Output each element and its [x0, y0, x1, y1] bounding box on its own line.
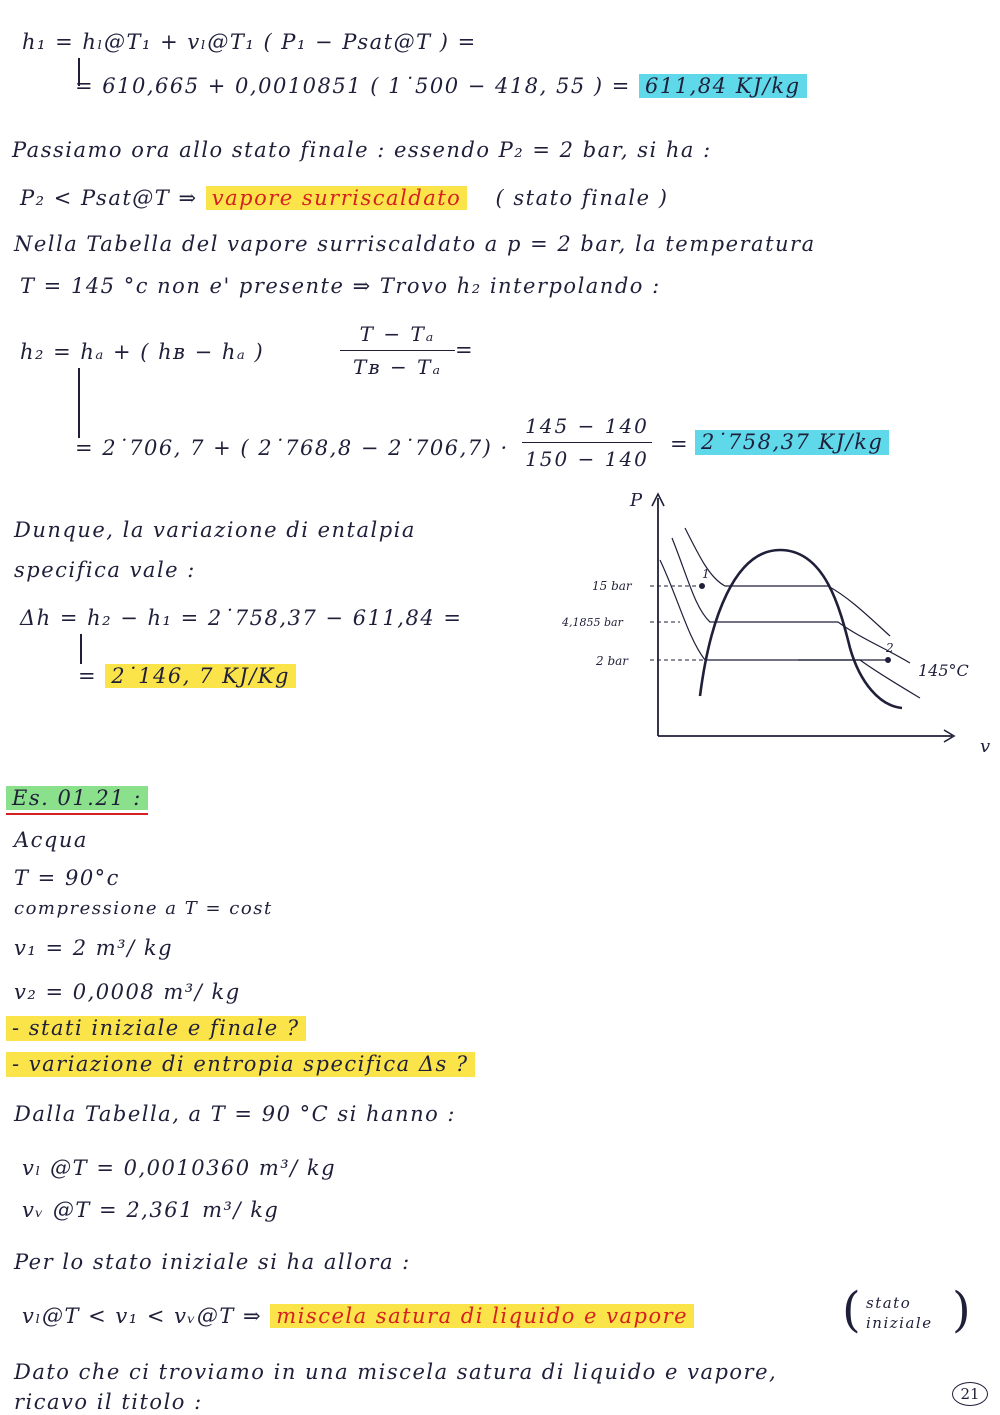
- process: compressione a T = cost: [14, 898, 273, 919]
- conclusion-2: ricavo il titolo :: [14, 1390, 203, 1414]
- interp-equals: =: [455, 338, 475, 362]
- interp-equals-2: =: [670, 432, 690, 456]
- delta-h-result-line: = 2˙146, 7 KJ/Kg: [78, 664, 296, 689]
- h1-result: 611,84 KJ/kg: [639, 74, 807, 98]
- p2-state-note: ( stato finale ): [495, 186, 669, 210]
- p-axis-label: P: [630, 490, 643, 511]
- table-intro: Dalla Tabella, a T = 90 °C si hanno :: [14, 1102, 457, 1126]
- table-note-2: T = 145 °c non e' presente ⇒ Trovo h₂ interpolando :: [20, 274, 661, 298]
- p2-state: vapore surriscaldato: [206, 186, 468, 210]
- isotherm-low: [660, 560, 920, 698]
- h2-result: 2˙758,37 KJ/kg: [695, 430, 889, 455]
- question-2: - variazione di entropia specifica Δs ?: [6, 1052, 475, 1077]
- vl-value: vₗ @T = 0,0010360 m³/ kg: [22, 1156, 337, 1180]
- fluid: Acqua: [14, 828, 88, 852]
- label-mid: 4,1855 bar: [562, 616, 623, 629]
- v-axis-label: v: [980, 736, 990, 757]
- isotherm-mid: [672, 538, 910, 663]
- interp-denominator: Tʙ − Tₐ: [353, 355, 442, 379]
- final-state-intro: Passiamo ora allo stato finale : essendo P₂ = 2 bar, si ha :: [12, 138, 712, 162]
- point-2-label: 2: [886, 641, 894, 655]
- label-15bar: 15 bar: [592, 579, 632, 593]
- pv-diagram: [560, 488, 990, 758]
- label-2bar: 2 bar: [596, 654, 629, 668]
- interp-lhs: h₂ = hₐ + ( hʙ − hₐ ): [20, 340, 265, 364]
- initial-state: miscela satura di liquido e vapore: [270, 1304, 694, 1328]
- interp-line2: = 2˙706, 7 + ( 2˙768,8 − 2˙706,7) ·: [75, 436, 509, 460]
- p2-condition: P₂ < Psat@T ⇒: [20, 186, 198, 210]
- p2-condition-line: [20, 186, 668, 211]
- h1-substitution: [75, 74, 807, 99]
- interp-fraction: [340, 322, 455, 379]
- point-1-marker: [699, 583, 705, 589]
- interp-fraction-2: [522, 414, 652, 471]
- initial-intro: Per lo stato iniziale si ha allora :: [14, 1250, 411, 1274]
- h1-formula: h₁ = hₗ@T₁ + vₗ@T₁ ( P₁ − Psat@T ) =: [22, 30, 477, 54]
- interp-denominator-2: 150 − 140: [525, 447, 649, 471]
- interp-numerator: T − Tₐ: [359, 322, 436, 346]
- vv-value: vᵥ @T = 2,361 m³/ kg: [22, 1198, 280, 1222]
- interp-numerator-2: 145 − 140: [525, 414, 649, 438]
- exercise-title: Es. 01.21 :: [6, 786, 148, 810]
- exercise-title-wrap: [6, 786, 148, 815]
- v1: v₁ = 2 m³/ kg: [14, 936, 174, 960]
- initial-condition-line: [22, 1304, 694, 1329]
- initial-note-1: stato: [866, 1294, 912, 1312]
- table-note-1: Nella Tabella del vapore surriscaldato a p = 2 bar, la temperatura: [14, 232, 816, 256]
- h1-substitution-text: = 610,665 + 0,0010851 ( 1˙500 − 418, 55 ) =: [75, 74, 631, 98]
- conclusion-1: Dato che ci troviamo in una miscela satura di liquido e vapore,: [14, 1360, 778, 1384]
- delta-h-bar: [80, 634, 82, 664]
- page-number: 21: [952, 1382, 988, 1406]
- initial-condition: vₗ@T < v₁ < vᵥ@T ⇒: [22, 1304, 263, 1328]
- question-1: - stati iniziale e finale ?: [6, 1016, 306, 1041]
- initial-note-2: iniziale: [866, 1314, 933, 1332]
- interp-bar: [78, 368, 80, 438]
- saturation-dome: [700, 550, 902, 708]
- temp-label: 145°C: [918, 661, 969, 680]
- temperature: T = 90°c: [14, 866, 120, 890]
- point-2-marker: [885, 657, 891, 663]
- dunque-line-2: specifica vale :: [14, 558, 196, 582]
- point-1-label: 1: [702, 567, 710, 581]
- delta-h-formula: Δh = h₂ − h₁ = 2˙758,37 − 611,84 =: [20, 606, 463, 630]
- v2: v₂ = 0,0008 m³/ kg: [14, 980, 241, 1004]
- delta-h-result: 2˙146, 7 KJ/Kg: [105, 664, 296, 688]
- dunque-line-1: Dunque, la variazione di entalpia: [14, 518, 416, 542]
